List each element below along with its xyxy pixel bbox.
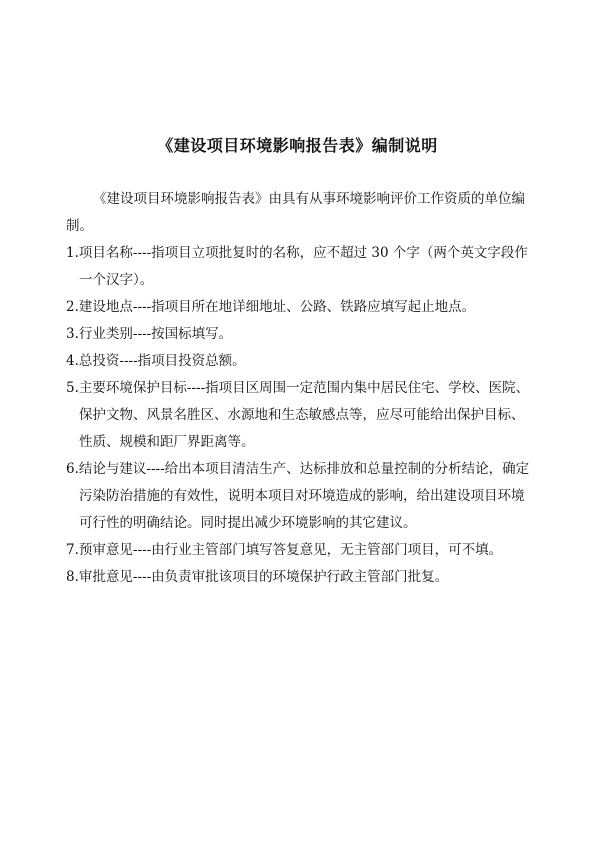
document-body <box>66 186 531 591</box>
list-item-approval: 8.审批意见----由负责审批该项目的环境保护行政主管部门批复。 <box>66 569 449 585</box>
list-item-protection-targets: 5.主要环境保护目标----指项目区周围一定范围内集中居民住宅、学校、医院、保护文物、风景名胜区、水源地和生态敏感点等，应尽可能给出保护目标、性质、规模和距厂界距离等。 <box>66 380 530 450</box>
list-item-project-name: 1.项目名称----指项目立项批复时的名称，应不超过 30 个字（两个英文字段作一个汉字）。 <box>66 245 528 288</box>
intro-paragraph: 《建设项目环境影响报告表》由具有从事环境影响评价工作资质的单位编制。 <box>66 191 525 234</box>
document-title: 《建设项目环境影响报告表》编制说明 <box>157 136 438 155</box>
list-item-location: 2.建设地点----指项目所在地详细地址、公路、铁路应填写起止地点。 <box>66 299 476 315</box>
list-item-investment: 4.总投资----指项目投资总额。 <box>66 353 246 369</box>
list-item-preliminary-review: 7.预审意见----由行业主管部门填写答复意见，无主管部门项目，可不填。 <box>66 542 503 558</box>
list-item-conclusion: 6.结论与建议----给出本项目清洁生产、达标排放和总量控制的分析结论，确定污染防治措施的有效性，说明本项目对环境造成的影响，给出建设项目环境可行性的明确结论。同时提出减少环境影响的其它建议。 <box>66 461 530 531</box>
list-item-industry: 3.行业类别----按国标填写。 <box>66 326 233 342</box>
